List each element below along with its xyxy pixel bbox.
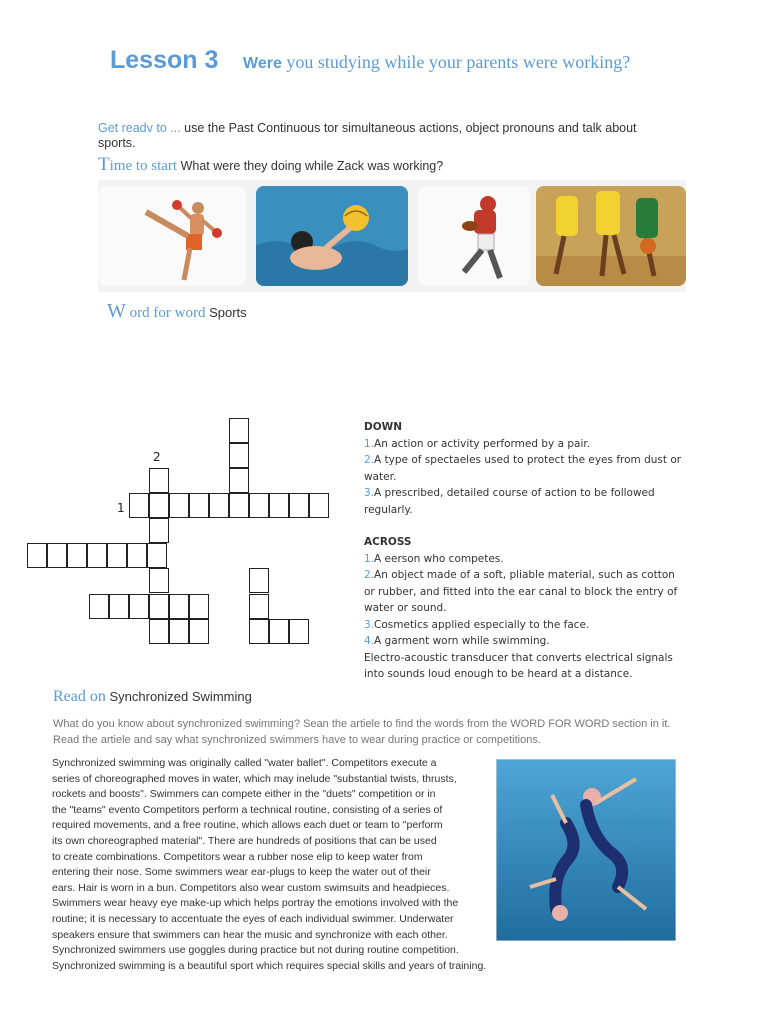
crossword-cell[interactable] [47, 543, 67, 568]
across-clue-3 [364, 617, 684, 634]
time-to-start-label: ime to start [109, 158, 178, 174]
crossword-cell[interactable] [129, 493, 149, 518]
lesson-number: Lesson 3 [110, 46, 219, 74]
down-clue-1 [364, 436, 684, 453]
crossword-cell[interactable] [209, 493, 229, 518]
word-for-word-initial: W [107, 300, 126, 322]
synchronized-swimming-photo [496, 759, 676, 941]
crossword-cell[interactable] [309, 493, 329, 518]
across-clue-text: A eerson who competes. [374, 552, 504, 565]
across-clue-number: 3. [364, 618, 375, 631]
down-clue-text: A type of spectaeles used to protect the eyes from dust or water. [364, 454, 682, 483]
crossword-cell[interactable] [147, 543, 167, 568]
crossword-cell[interactable] [229, 443, 249, 468]
crossword-cell[interactable] [149, 468, 169, 493]
crossword-cell[interactable] [269, 493, 289, 518]
read-on-label: ead on [63, 688, 106, 705]
get-ready-text: use the Past Continuous tor simultaneous actions, object pronouns and talk about sports. [98, 121, 637, 150]
lesson-title-first-word: Were [243, 55, 282, 72]
crossword-cell[interactable] [189, 493, 209, 518]
across-clue-2 [364, 567, 684, 617]
crossword-cell[interactable] [149, 518, 169, 543]
crossword-cell[interactable] [149, 493, 169, 518]
crossword-clues [364, 419, 684, 683]
across-clue-text: An object made of a soft, pliable material, such as cotton or rubber, and fitted into the ear canal to block the entry of water or sound. [364, 569, 678, 614]
down-heading: DOWN [364, 421, 403, 433]
crossword-cell[interactable] [127, 543, 147, 568]
crossword-cell[interactable] [229, 418, 249, 443]
time-to-start-initial: T [98, 154, 110, 175]
word-for-word-topic: Sports [205, 305, 247, 320]
crossword-cell[interactable] [189, 619, 209, 644]
article-text: Synchronized swimming was originally called "water ballet". Competitors execute a series of choreographed moves in water, which may inelude "substantial twists, thrusts, rockets and boosts". Swimmers can compete either in the "duets" competition or in the "teams" evento Competitors perform a technical routine, consisting of a series of required movements, and a free routine, which allows each duet or team to "perform its own choreographed material". There are hundreds of positions that can be used to create combinations. Competitors wear a rubber nose elip to keep water from entering their nose. Some swimmers wear ear-plugs to keep the water out of their ears. Hair is worn in a bun. Competitors also wear custom swimsuits and headpieces. Swimmers wear heavy eye make-up which helps portray the emotions involved with the routine; it is necessary to accentuate the eyes of each individual swimmer. Underwater speakers ensure that swimmers can hear the music and synchronize with each other. Synchronized swimmers use goggles during practice but not during routine competition. Synchronized swimming is a beautiful sport which requires special skills and years of training. [52, 757, 487, 972]
crossword-cell[interactable] [169, 493, 189, 518]
crossword-cell[interactable] [107, 543, 127, 568]
crossword-cell[interactable] [27, 543, 47, 568]
down-clue-text: A prescribed, detailed course of action to be followed regularly. [364, 487, 655, 516]
read-on-initial: R [53, 688, 64, 705]
crossword-cell[interactable] [67, 543, 87, 568]
crossword-cell[interactable] [229, 493, 249, 518]
crossword-cell[interactable] [269, 619, 289, 644]
crossword-number-2: 2 [153, 450, 161, 464]
get-ready-label: Get readv to ... [98, 121, 181, 135]
crossword-cell[interactable] [149, 568, 169, 593]
crossword-cell[interactable] [229, 468, 249, 493]
crossword-cell[interactable] [249, 619, 269, 644]
crossword-cell[interactable] [109, 594, 129, 619]
crossword-cell[interactable] [189, 594, 209, 619]
crossword-cell[interactable] [149, 619, 169, 644]
across-clue-number: 2. [364, 569, 375, 581]
across-clue-number: 4. [364, 635, 375, 647]
crossword-cell[interactable] [89, 594, 109, 619]
crossword-cell[interactable] [289, 493, 309, 518]
lesson-title-rest: you studying while your parents were working? [281, 52, 631, 72]
across-clue-number: 1. [364, 552, 375, 565]
crossword-cell[interactable] [149, 594, 169, 619]
down-clue-2 [364, 452, 684, 485]
down-clue-3 [364, 485, 684, 518]
word-for-word-label: ord for word [125, 305, 206, 321]
synchronized-swimmers-illustration-icon [496, 759, 676, 941]
crossword-cell[interactable] [249, 493, 269, 518]
crossword-cell[interactable] [87, 543, 107, 568]
across-heading: ACROSS [364, 536, 412, 548]
read-on-section [53, 688, 252, 706]
read-on-topic: Synchronized Swimming [105, 689, 252, 704]
crossword-cell[interactable] [289, 619, 309, 644]
extra-clue: Electro-acoustic transducer that converts electrical signals into sounds loud enough to be heard at a distance. [364, 651, 673, 680]
time-to-start-question: What were they doing while Zack was working? [177, 159, 444, 173]
crossword-cell[interactable] [249, 594, 269, 619]
across-clue-4 [364, 633, 684, 650]
crossword-cell[interactable] [169, 594, 189, 619]
across-clue-1 [364, 551, 684, 568]
down-clue-text: An action or activity performed by a pair. [374, 437, 591, 450]
across-clue-text: Cosmetics applied especially to the face. [374, 618, 590, 631]
down-clue-number: 2. [364, 454, 375, 466]
across-clue-text: A garment worn while swimming. [374, 635, 550, 647]
reading-instructions: What do you know about synchronized swimming? Sean the artiele to find the words from the WORD FOR WORD section in it. Read the artiele and say what synchronized swimmers have to wear during practice or competitions. [53, 718, 671, 746]
down-clue-number: 1. [364, 437, 375, 450]
crossword-number-1: 1 [117, 501, 125, 515]
crossword-cell[interactable] [129, 594, 149, 619]
crossword-cell[interactable] [249, 568, 269, 593]
down-clue-number: 3. [364, 487, 375, 499]
crossword-cell[interactable] [169, 619, 189, 644]
